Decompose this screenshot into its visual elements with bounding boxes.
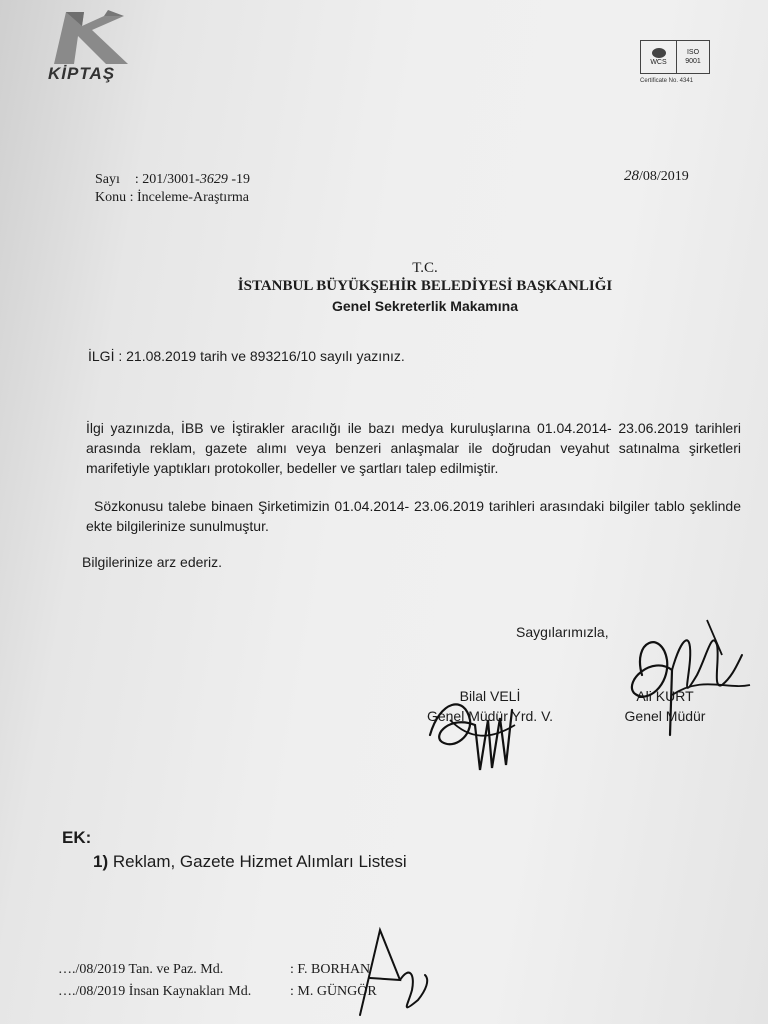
reference-number xyxy=(95,172,250,188)
date-rest: /08/2019 xyxy=(639,169,689,184)
company-logo xyxy=(44,6,154,90)
footer-row-2-department: İnsan Kaynakları Md. xyxy=(128,984,252,999)
recipient-institution: İSTANBUL BÜYÜKŞEHİR BELEDİYESİ BAŞKANLIĞI xyxy=(237,278,613,294)
attachment-item-number: 1) xyxy=(93,852,109,871)
footer-row-2-date: …./08/2019 xyxy=(58,984,126,999)
certificate-number: Certificate No. 4341 xyxy=(640,78,694,84)
sayi-prefix: : 201/3001- xyxy=(134,172,200,187)
signer-1-name: Bilal VELİ xyxy=(459,688,521,704)
footer-row-1-date: …./08/2019 xyxy=(58,962,126,977)
date-handwritten-day: 28 xyxy=(624,168,639,184)
signer-2-name: Ali KURT xyxy=(636,688,694,704)
closing-line: Bilgilerinize arz ederiz. xyxy=(82,554,223,570)
signature-2-icon xyxy=(612,615,757,745)
body-paragraph-2: Sözkonusu talebe binaen Şirketimizin 01.04.2014- 23.06.2019 tarihleri arasındaki bilgiler tablo şeklinde ekte bilgilerinize sunulmuştur. xyxy=(86,498,741,534)
konu-value: : İnceleme-Araştırma xyxy=(129,190,249,205)
company-logo-text: KİPTAŞ xyxy=(48,64,116,83)
footer-row-2 xyxy=(58,984,251,1000)
initials-signature-icon xyxy=(340,920,440,1024)
document-date xyxy=(624,168,689,185)
sayi-label: Sayı xyxy=(95,172,120,187)
logo-k-mark-icon xyxy=(44,6,154,66)
attachment-item-text: Reklam, Gazete Hizmet Alımları Listesi xyxy=(112,852,407,871)
cert-iso-number: 9001 xyxy=(685,58,701,65)
cert-left-label: WCS xyxy=(650,58,667,66)
footer-row-2-name: : M. GÜNGÖR xyxy=(290,984,377,999)
footer-row-1-department: Tan. ve Paz. Md. xyxy=(128,962,224,977)
sayi-suffix: -19 xyxy=(231,172,251,187)
ilgi-reference: İLGİ : 21.08.2019 tarih ve 893216/10 sayılı yazınız. xyxy=(88,348,405,364)
globe-icon xyxy=(652,48,666,58)
signer-1-title: Genel Müdür Yrd. V. xyxy=(426,708,554,724)
attachment-item-1 xyxy=(93,852,407,872)
iso-certification-badge xyxy=(640,40,710,84)
attachments-label: EK: xyxy=(62,828,92,847)
recipient-line-tc: T.C. xyxy=(412,260,438,276)
salutation: Saygılarımızla, xyxy=(516,624,609,640)
subject-line xyxy=(95,190,249,206)
signer-2-title: Genel Müdür xyxy=(624,708,706,724)
cert-iso-label: ISO xyxy=(686,49,700,56)
recipient-department: Genel Sekreterlik Makamına xyxy=(332,298,518,314)
konu-label: Konu xyxy=(95,190,127,205)
sayi-handwritten-number: 3629 xyxy=(199,172,228,187)
footer-row-1-name: : F. BORHAN xyxy=(290,962,371,977)
body-paragraph-1: İlgi yazınızda, İBB ve İştirakler aracılığı ile bazı medya kuruluşlarına 01.04.2014- 23.06.2019 tarihleri arasında reklam, gazete alımı veya benzeri anlaşmalar ile doğrudan veyahut satınalma şirketleri marifetiyle yaptıkları protokoller, bedeller ve şartları talep edilmiştir. xyxy=(86,420,741,476)
footer-row-1 xyxy=(58,962,223,978)
signature-1-icon xyxy=(420,680,540,780)
